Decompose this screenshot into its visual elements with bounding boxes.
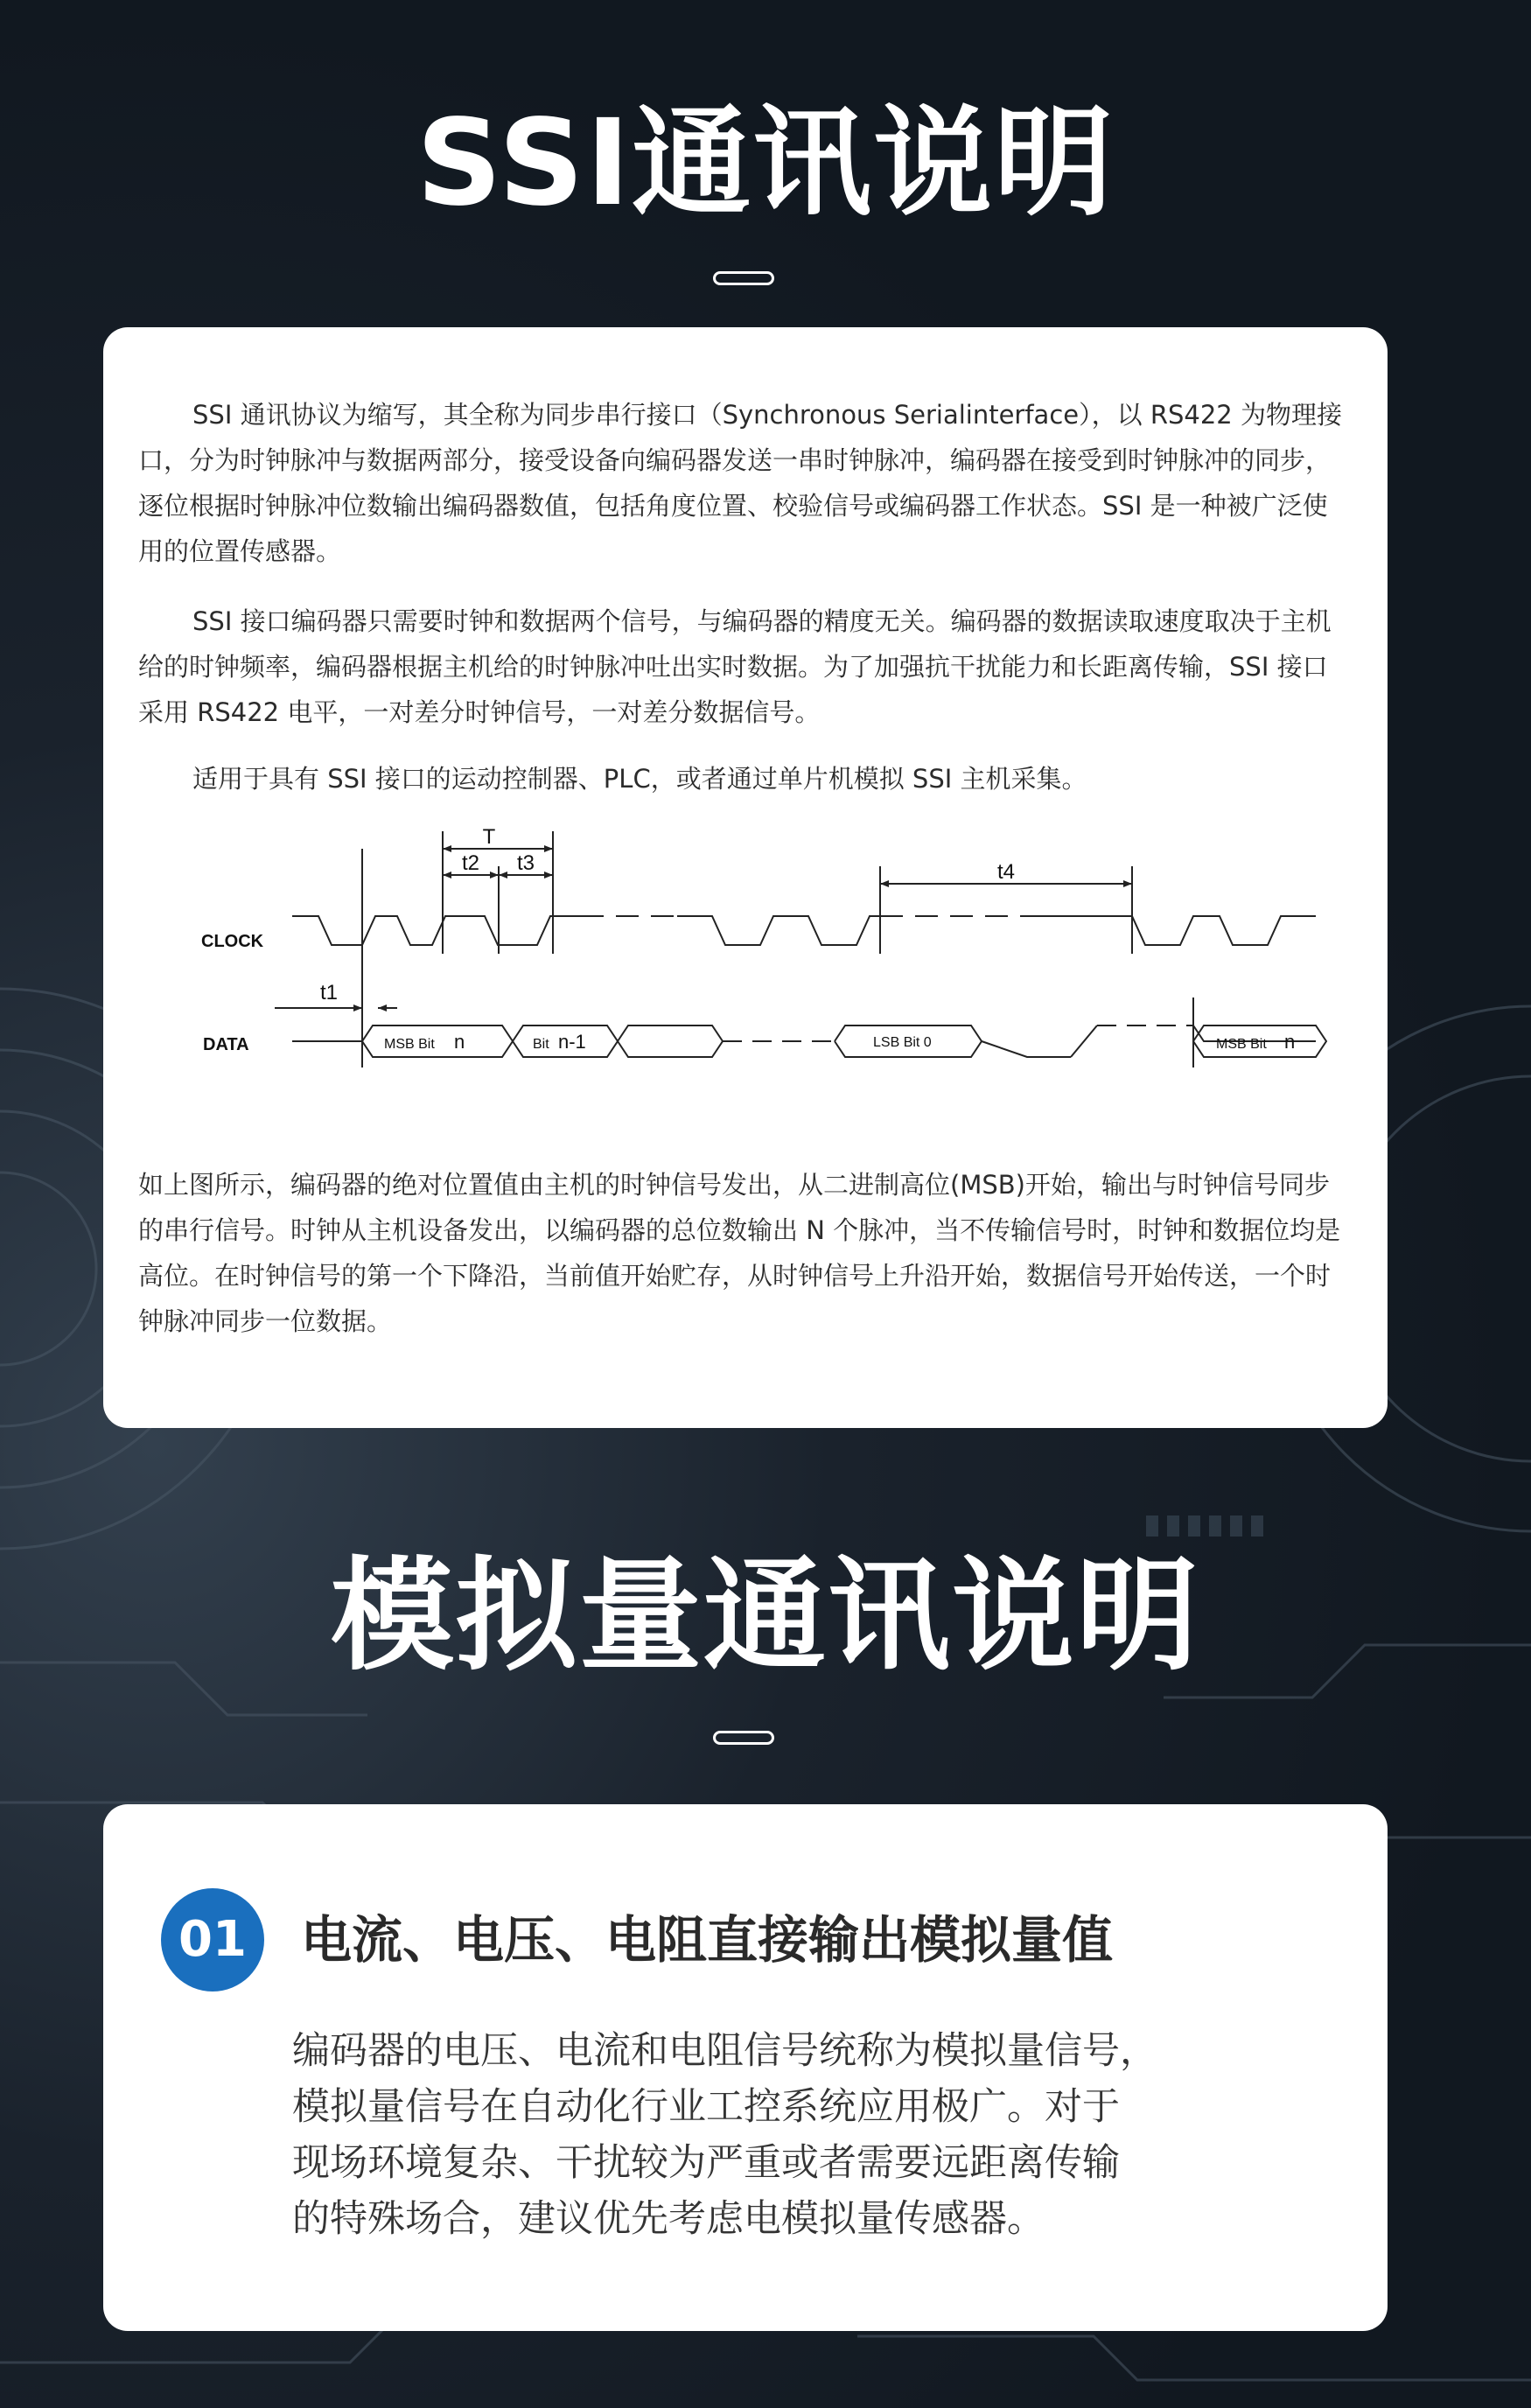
ssi-timing-diagram — [187, 822, 1360, 1104]
t1-label: t1 — [319, 981, 339, 1004]
analog-description-card — [103, 1804, 1388, 2331]
title-divider-pill — [713, 271, 774, 285]
msb-bit-label-2: MSB Bit — [1216, 1037, 1267, 1052]
analog-body-line-4: 的特殊场合，建议优先考虑电模拟量传感器。 — [292, 2197, 1045, 2241]
msb-n-label: n — [454, 1031, 465, 1053]
t2-label: t2 — [461, 851, 480, 875]
ssi-paragraph-4: 如上图所示，编码器的绝对位置值由主机的时钟信号发出，从二进制高位(MSB)开始，输出与时钟信号同步的串行信号。时钟从主机设备发出，以编码器的总位数输出 N 个脉冲，当不传输信号时，时钟和数据位均是高位。在时钟信号的第一个下降沿，当前值开始贮存，从时钟信号上升沿开始，数据信号开始传送，一个时钟脉冲同步一位数据。 — [138, 1170, 1341, 1336]
clock-label: CLOCK — [201, 932, 264, 951]
analog-body-line-2: 模拟量信号在自动化行业工控系统应用极广。对于 — [292, 2085, 1120, 2129]
bit-label: Bit — [533, 1037, 549, 1052]
lsb-bit-label: LSB Bit 0 — [873, 1035, 932, 1050]
msb-bit-label: MSB Bit — [384, 1037, 435, 1052]
T-label: T — [482, 825, 496, 849]
ssi-paragraph-2: SSI 接口编码器只需要时钟和数据两个信号，与编码器的精度无关。编码器的数据读取速度取决于主机给的时钟频率，编码器根据主机给的时钟脉冲吐出实时数据。为了加强抗干扰能力和长距离传输，SSI 接口采用 RS422 电平，一对差分时钟信号，一对差分数据信号。 — [138, 606, 1332, 727]
data-label: DATA — [203, 1035, 249, 1054]
title-divider-pill-2 — [713, 1731, 774, 1745]
ssi-description-card — [103, 327, 1388, 1428]
ssi-paragraph-3: 适用于具有 SSI 接口的运动控制器、PLC，或者通过单片机模拟 SSI 主机采集。 — [192, 764, 1087, 794]
analog-body — [292, 2023, 1255, 2247]
analog-body-line-3: 现场环境复杂、干扰较为严重或者需要远距离传输 — [292, 2141, 1120, 2185]
section-title-ssi: SSI通讯说明 — [416, 94, 1115, 233]
section-title-analog: 模拟量通讯说明 — [330, 1545, 1200, 1688]
n-minus-1-label: n-1 — [558, 1031, 586, 1053]
t4-label: t4 — [996, 860, 1016, 884]
analog-heading: 电流、电压、电阻直接输出模拟量值 — [301, 1910, 1114, 1970]
ssi-paragraph-1: SSI 通讯协议为缩写，其全称为同步串行接口（Synchronous Serialinterface），以 RS422 为物理接口，分为时钟脉冲与数据两部分，接受设备向编码器发送一串时钟脉冲，编码器在接受到时钟脉冲的同步，逐位根据时钟脉冲位数输出编码器数值，包括角度位置、校验信号或编码器工作状态。SSI 是一种被广泛使用的位置传感器。 — [138, 400, 1342, 566]
number-badge: 01 — [161, 1888, 264, 1992]
msb-n-label-2: n — [1284, 1031, 1296, 1053]
t3-label: t3 — [516, 851, 535, 875]
analog-body-line-1: 编码器的电压、电流和电阻信号统称为模拟量信号， — [292, 2029, 1157, 2073]
